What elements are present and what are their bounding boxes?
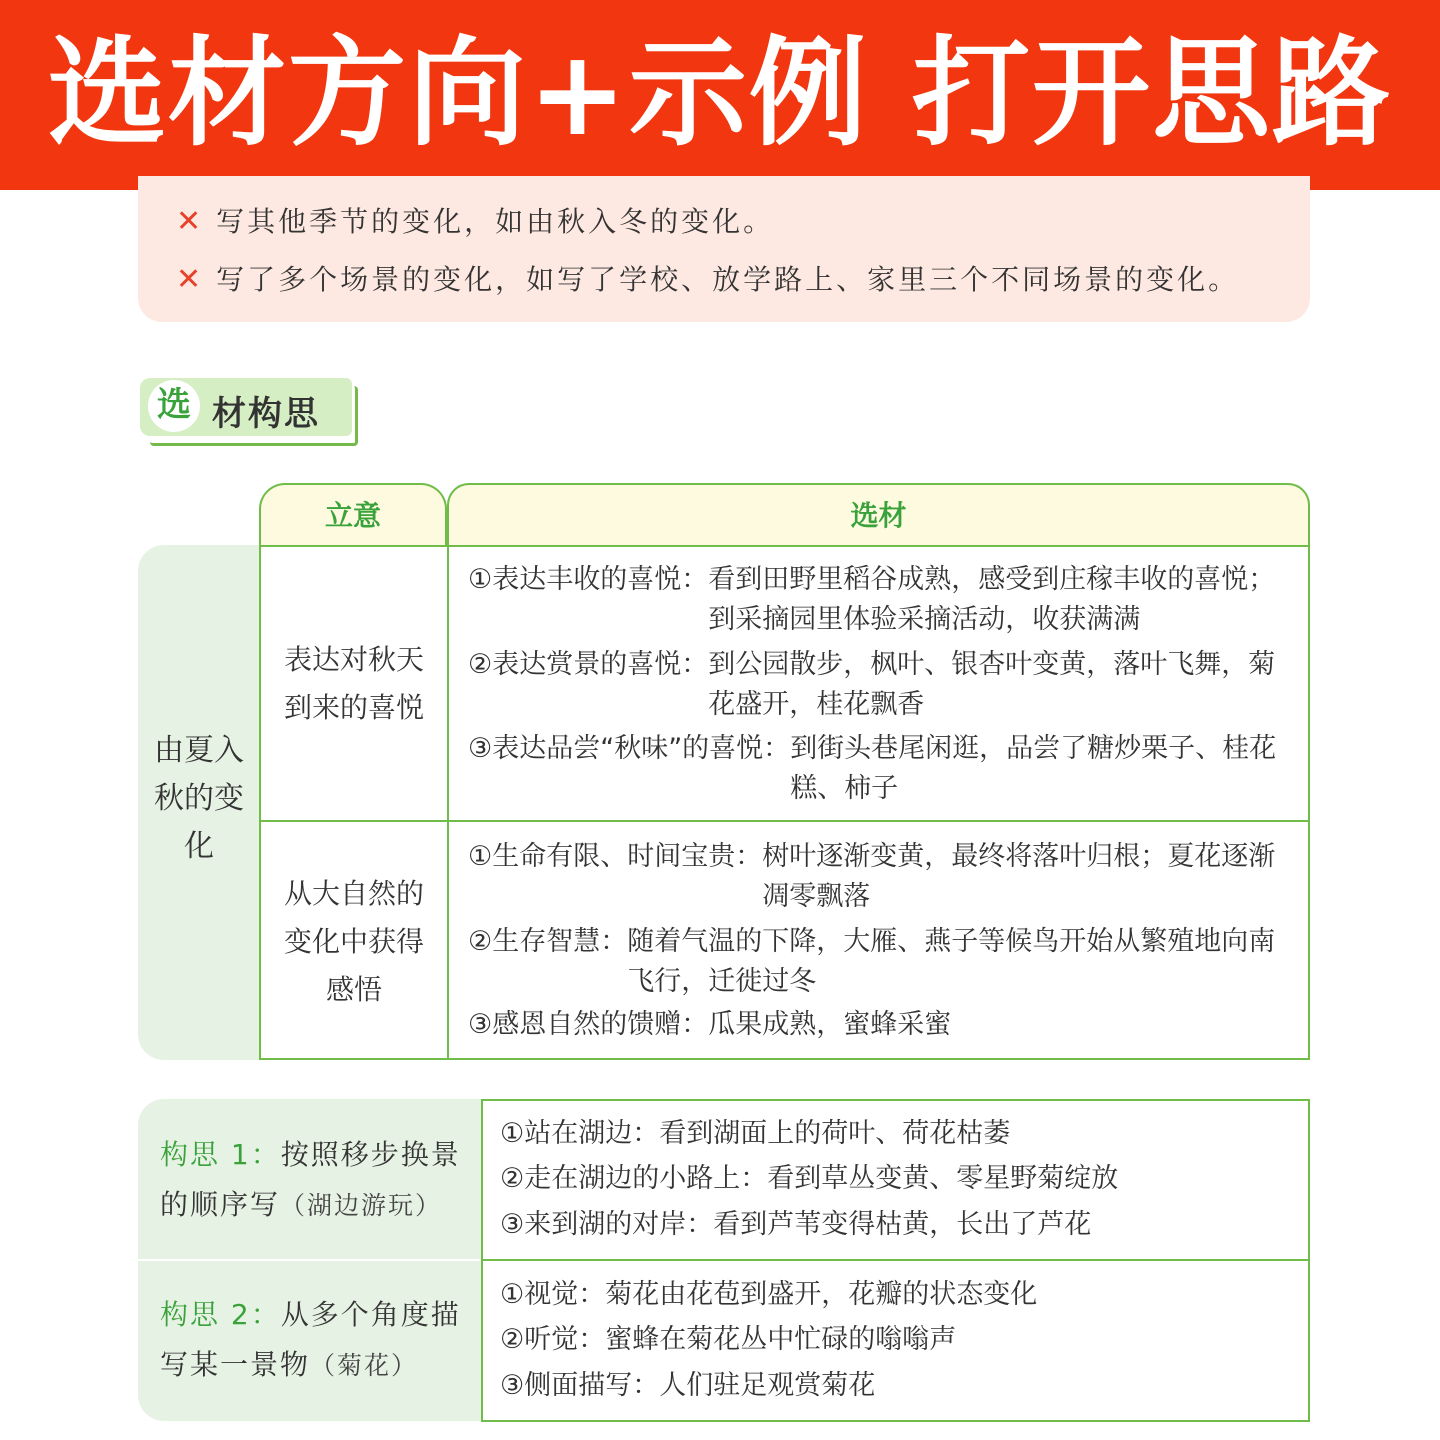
material-item-label: ②表达赏景的喜悦： [468, 649, 709, 680]
section-heading [140, 378, 358, 446]
material-item-label: ③表达品尝“秋味”的喜悦： [468, 733, 791, 764]
material-item [468, 837, 1298, 917]
cross-icon: ✕ [176, 204, 205, 239]
row-group-label-text: 由夏入 秋的变 化 [154, 733, 244, 864]
material-item [468, 1005, 1298, 1045]
idea-2-item: ③侧面描写：人们驻足观赏菊花 [500, 1370, 876, 1401]
material-item-text: 瓜果成熟，蜜蜂采蜜 [708, 1009, 952, 1040]
idea-2-item: ①视觉：菊花由花苞到盛开，花瓣的状态变化 [500, 1279, 1038, 1310]
material-item [468, 645, 1298, 725]
idea-cell: 表达对秋天 到来的喜悦 [283, 643, 424, 724]
idea-1-item: ①站在湖边：看到湖面上的荷叶、荷花枯萎 [500, 1118, 1011, 1149]
material-item [468, 560, 1298, 640]
column-header-material: 选材 [447, 483, 1310, 545]
table-divider [259, 820, 1310, 822]
material-item-label: ①生命有限、时间宝贵： [468, 841, 763, 872]
idea-1-item: ②走在湖边的小路上：看到草丛变黄、零星野菊绽放 [500, 1163, 1119, 1194]
material-item-text: 树叶逐渐变黄，最终将落叶归根；夏花逐渐凋零飘落 [762, 841, 1276, 912]
material-item-text: 随着气温的下降，大雁、燕子等候鸟开始从繁殖地向南飞行，迁徙过冬 [627, 926, 1276, 997]
material-item-text: 到街头巷尾闲逛，品尝了糖炒栗子、桂花糕、柿子 [790, 733, 1277, 804]
warning-text: 写了多个场景的变化，如写了学校、放学路上、家里三个不同场景的变化。 [216, 263, 1240, 296]
material-item [468, 729, 1298, 809]
material-item-label: ①表达丰收的喜悦： [468, 564, 709, 595]
idea-2-item: ②听觉：蜜蜂在菊花丛中忙碌的嗡嗡声 [500, 1324, 957, 1355]
idea-2-number: 构思 2： [160, 1298, 281, 1331]
warning-box [138, 176, 1310, 322]
heading-badge: 选 [148, 380, 200, 432]
row-group-label [138, 545, 260, 1060]
material-item [468, 922, 1298, 1002]
warning-text: 写其他季节的变化，如由秋入冬的变化。 [216, 205, 775, 238]
banner-title: 选材方向+示例 打开思路 [48, 24, 1392, 162]
idea-divider [138, 1259, 482, 1261]
idea-1-number: 构思 1： [160, 1138, 281, 1171]
table-divider [447, 545, 449, 1060]
column-header-idea: 立意 [259, 483, 447, 545]
heading-title: 材构思 [212, 394, 320, 434]
idea-cell: 从大自然的 变化中获得 感悟 [283, 877, 424, 1006]
warning-item [176, 200, 774, 240]
cross-icon: ✕ [176, 262, 205, 297]
material-item-label: ③感恩自然的馈赠： [468, 1009, 709, 1040]
warning-item [176, 258, 1239, 298]
material-item-text: 到公园散步，枫叶、银杏叶变黄，落叶飞舞，菊花盛开，桂花飘香 [708, 649, 1276, 720]
idea-2-title: 构思 2：从多个角度描 写某一景物（菊花） [160, 1298, 461, 1381]
top-banner [0, 0, 1440, 190]
material-item-text: 看到田野里稻谷成熟，感受到庄稼丰收的喜悦；到采摘园里体验采摘活动，收获满满 [708, 564, 1276, 635]
idea-1-title: 构思 1：按照移步换景 的顺序写（湖边游玩） [160, 1138, 461, 1221]
idea-1-item: ③来到湖的对岸：看到芦苇变得枯黄，长出了芦花 [500, 1209, 1092, 1240]
material-item-label: ②生存智慧： [468, 926, 628, 957]
